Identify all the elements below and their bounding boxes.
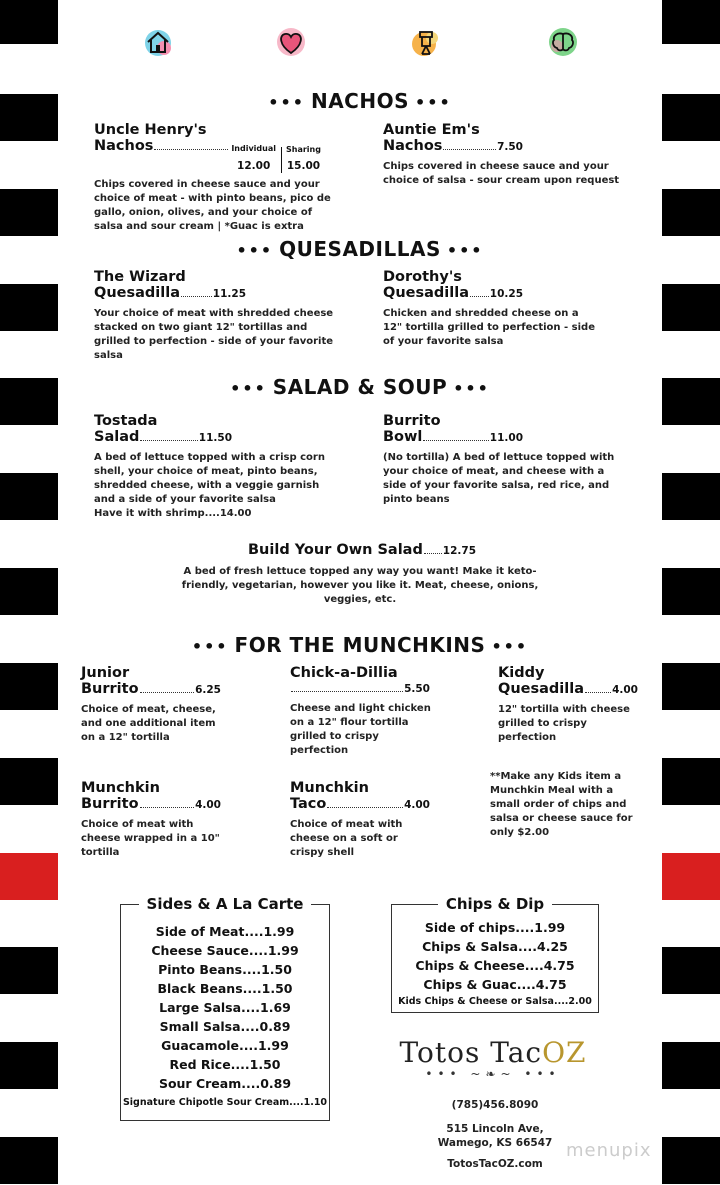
address-line-2: Wamego, KS 66547	[437, 1137, 553, 1149]
lantern-icon	[410, 26, 442, 58]
right-stripe	[662, 473, 720, 520]
side-item: Side of Meat....1.99	[155, 924, 295, 939]
menu-item-kiddy-quesadilla: Kiddy Quesadilla 4.00 12" tortilla with cheese grilled to crispy perfection	[498, 665, 638, 743]
section-title-nachos: ••• NACHOS •••	[268, 89, 452, 113]
logo-ornament: ••• ~❧~ •••	[425, 1067, 561, 1081]
right-stripe	[662, 568, 720, 615]
left-stripe	[0, 1137, 58, 1184]
side-item: Sour Cream....0.89	[158, 1076, 292, 1091]
right-stripe	[662, 1137, 720, 1184]
menu-item-munchkin-taco: Munchkin Taco 4.00 Choice of meat with cheese on a soft or crispy shell	[290, 780, 430, 858]
right-stripe	[662, 284, 720, 331]
left-stripe	[0, 947, 58, 994]
right-stripe	[662, 0, 720, 44]
right-stripe	[662, 758, 720, 805]
left-stripe	[0, 473, 58, 520]
left-stripe	[0, 0, 58, 44]
side-item: Pinto Beans....1.50	[158, 962, 292, 977]
chips-title: Chips & Dip	[438, 895, 552, 913]
sides-title: Sides & A La Carte	[139, 895, 312, 913]
chips-item: Chips & Cheese....4.75	[415, 958, 575, 973]
right-stripe	[662, 663, 720, 710]
chips-box	[391, 895, 599, 1013]
left-stripe-red	[0, 853, 58, 900]
side-item: Small Salsa....0.89	[159, 1019, 291, 1034]
right-stripe	[662, 189, 720, 236]
menu-item-dorothys-quesadilla: Dorothy's Quesadilla 10.25 Chicken and shredded cheese on a 12" tortilla grilled to perfection - side of your favorite salsa	[383, 269, 595, 347]
section-title-quesadillas: ••• QUESADILLAS •••	[236, 237, 484, 261]
left-stripe	[0, 189, 58, 236]
menu-item-munchkin-burrito: Munchkin Burrito 4.00 Choice of meat with cheese wrapped in a 10" tortilla	[81, 780, 221, 858]
right-stripe-red	[662, 853, 720, 900]
restaurant-logo: Totos TacOZ ••• ~❧~ •••	[399, 1036, 587, 1081]
right-stripe	[662, 947, 720, 994]
left-stripe	[0, 1042, 58, 1089]
chips-item: Kids Chips & Cheese or Salsa....2.00	[398, 996, 592, 1007]
side-item: Guacamole....1.99	[161, 1038, 289, 1053]
section-title-salad-soup: ••• SALAD & SOUP •••	[230, 375, 490, 399]
sides-box	[120, 895, 330, 1121]
website: TotosTacOZ.com	[447, 1158, 543, 1170]
chips-item: Chips & Guac....4.75	[423, 977, 567, 992]
section-title-munchkins: ••• FOR THE MUNCHKINS •••	[191, 633, 529, 657]
side-item: Red Rice....1.50	[169, 1057, 281, 1072]
left-stripe	[0, 284, 58, 331]
chips-item: Chips & Salsa....4.25	[422, 939, 568, 954]
menu-item-junior-burrito: Junior Burrito 6.25 Choice of meat, cheese, and one additional item on a 12" tortilla	[81, 665, 221, 743]
left-stripe	[0, 568, 58, 615]
phone-number: (785)456.8090	[451, 1099, 539, 1111]
left-stripe	[0, 663, 58, 710]
menu-item-uncle-henrys-nachos: Uncle Henry's Nachos Individual 12.00 Sharing 15.00 Chips covered in cheese sauce and your choice of meat - with pinto beans, pico de gallo, onion, olives, and your choice of salsa and sour cream | *Guac is extra	[94, 122, 331, 232]
side-item: Black Beans....1.50	[157, 981, 293, 996]
menu-item-auntie-ems-nachos: Auntie Em's Nachos 7.50 Chips covered in cheese sauce and your choice of salsa - sour cream upon request	[383, 122, 620, 186]
heart-icon	[275, 26, 307, 58]
munchkin-meal-note: **Make any Kids item a Munchkin Meal with a small order of chips and salsa or cheese sauce for only $2.00	[490, 771, 633, 838]
menu-item-tostada-salad: Tostada Salad 11.50 A bed of lettuce topped with a crisp corn shell, your choice of meat, pinto beans, shredded cheese, with a veggie garnish and a side of your favorite salsa Have it with shrimp....14.00	[94, 413, 325, 519]
address-line-1: 515 Lincoln Ave,	[446, 1123, 544, 1135]
brain-icon	[547, 26, 579, 58]
side-item: Signature Chipotle Sour Cream....1.10	[122, 1097, 328, 1108]
watermark: menupix	[566, 1140, 652, 1161]
menu-item-build-your-own-salad: Build Your Own Salad 12.75 A bed of fresh lettuce topped any way you want! Make it keto-friendly, vegetarian, however you like it. Meat, cheese, onions, veggies, etc.	[181, 542, 539, 605]
menu-item-burrito-bowl: Burrito Bowl 11.00 (No tortilla) A bed of lettuce topped with your choice of meat, and cheese with a side of your favorite salsa, red rice, and pinto beans	[383, 413, 615, 505]
side-item: Large Salsa....1.69	[159, 1000, 291, 1015]
menu-item-wizard-quesadilla: The Wizard Quesadilla 11.25 Your choice of meat with shredded cheese stacked on two giant 12" tortillas and grilled to perfection - side of your favorite salsa	[94, 269, 334, 361]
house-icon	[142, 26, 174, 58]
menu-item-chick-a-dillia: Chick-a-Dillia 5.50 Cheese and light chicken on a 12" flour tortilla grilled to crispy perfection	[290, 665, 431, 756]
right-stripe	[662, 1042, 720, 1089]
left-stripe	[0, 758, 58, 805]
chips-item: Side of chips....1.99	[424, 920, 566, 935]
side-item: Cheese Sauce....1.99	[151, 943, 299, 958]
